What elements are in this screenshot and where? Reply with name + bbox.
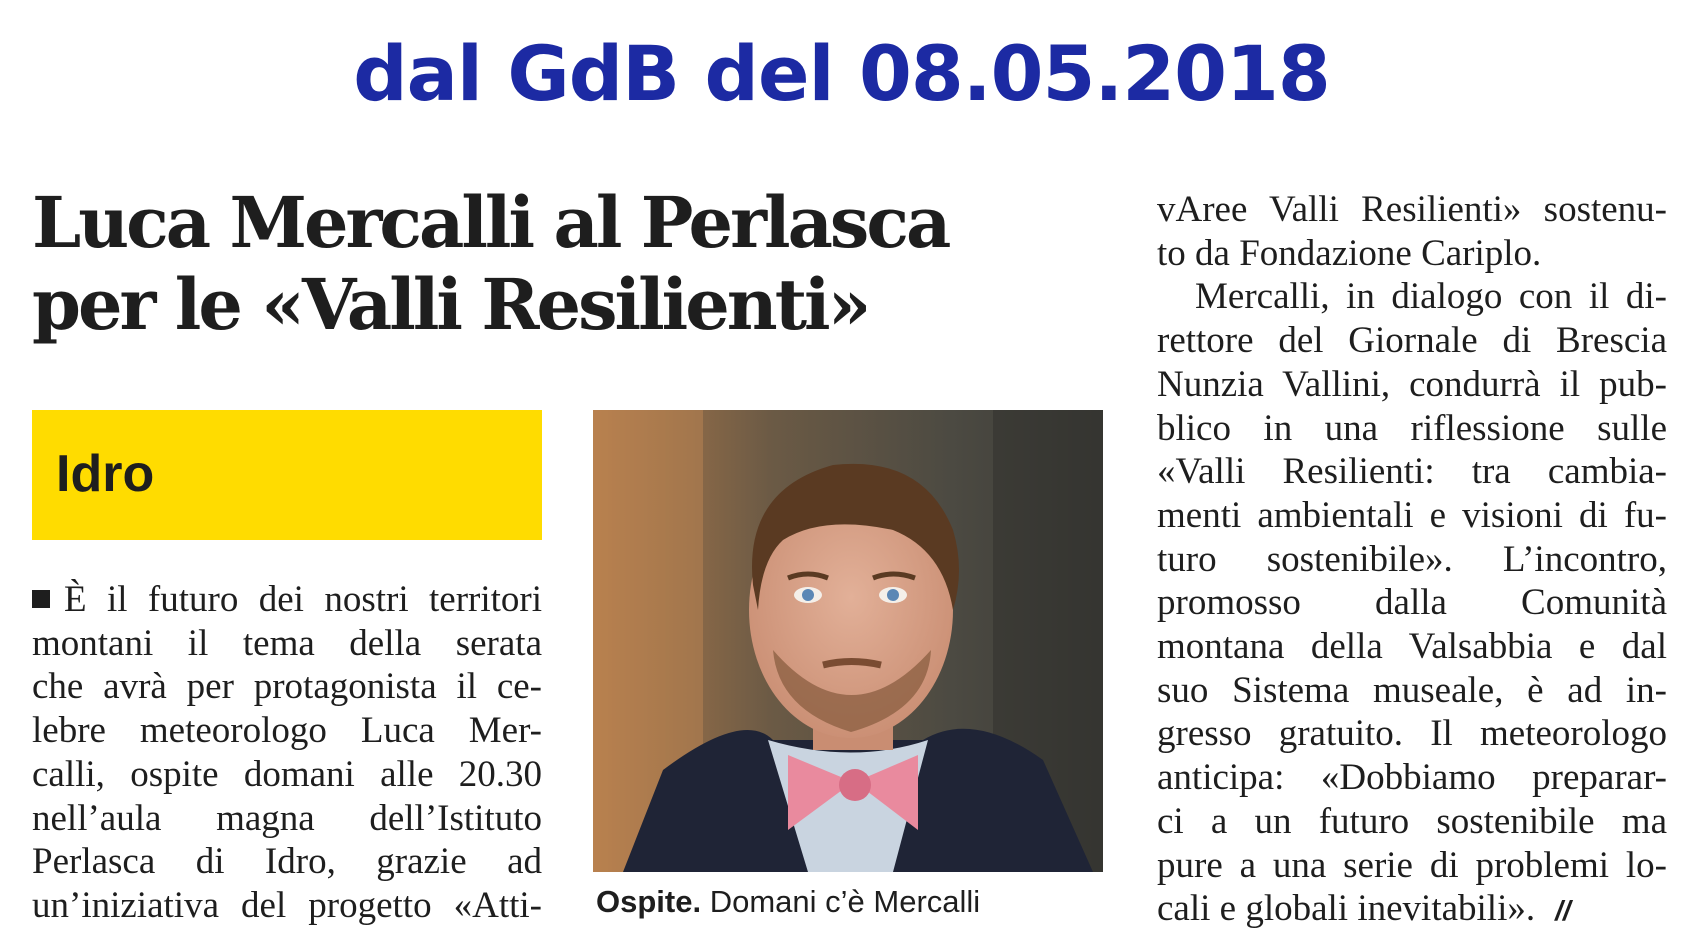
text-line-content: cali e globali inevitabili». [1157,888,1536,930]
text-line: nell’aula magna dell’Istituto [32,797,542,839]
text-line: suo Sistema museale, è ad in- [1157,669,1667,711]
text-line: vAree Valli Resilienti» sostenu- [1157,189,1667,230]
text-line: montana della Valsabbia e dal [1157,626,1667,668]
photo-caption [596,884,980,920]
text-line: to da Fondazione Cariplo. [1157,232,1542,274]
headline-line: Luca Mercalli al Perlasca [32,181,949,264]
source-label: dal GdB del 08.05.2018 [353,29,1330,118]
text-line [1157,887,1667,933]
text-line: Mercalli, in dialogo con il di- [1195,276,1667,318]
text-line: rettore del Giornale di Brescia [1157,320,1667,362]
text-line: che avrà per protagonista il ce- [32,666,542,708]
text-line: promosso dalla Comunità [1157,582,1667,624]
location-label: Idro [56,445,155,503]
text-line: ci a un futuro sostenibile ma [1157,800,1667,842]
text-line: un’iniziativa del progetto «Atti- [32,884,542,926]
caption-lead: Ospite. [596,884,702,919]
text-line: Nunzia Vallini, condurrà il pub- [1157,363,1667,405]
text-line [32,578,542,622]
text-line: blico in una riflessione sulle [1157,407,1667,449]
text-line: turo sostenibile». L’incontro, [1157,538,1667,580]
end-mark: // [1555,895,1571,927]
article-column-1 [32,578,542,928]
article-column-2 [1157,188,1667,933]
text-line: calli, ospite domani alle 20.30 [32,753,542,795]
text-line: «Valli Resilienti: tra cambia- [1157,451,1667,493]
text-line: Perlasca di Idro, grazie ad [32,841,542,883]
portrait-photo [593,410,1103,872]
square-bullet-icon [32,590,50,608]
headline-line: per le «Valli Resilienti» [32,263,869,346]
text-line: gresso gratuito. Il meteorologo [1157,713,1667,755]
text-line-content: È il futuro dei nostri territori [64,579,542,620]
headline [32,182,1072,346]
text-line: lebre meteorologo Luca Mer- [32,710,542,752]
text-line: pure a una serie di problemi lo- [1157,844,1667,886]
text-line: anticipa: «Dobbiamo preparar- [1157,757,1667,799]
text-line: montani il tema della serata [32,622,542,664]
location-tag [32,410,542,540]
text-line: menti ambientali e visioni di fu- [1157,494,1667,536]
caption-text: Domani c’è Mercalli [701,884,981,919]
portrait-illustration [593,410,1103,872]
